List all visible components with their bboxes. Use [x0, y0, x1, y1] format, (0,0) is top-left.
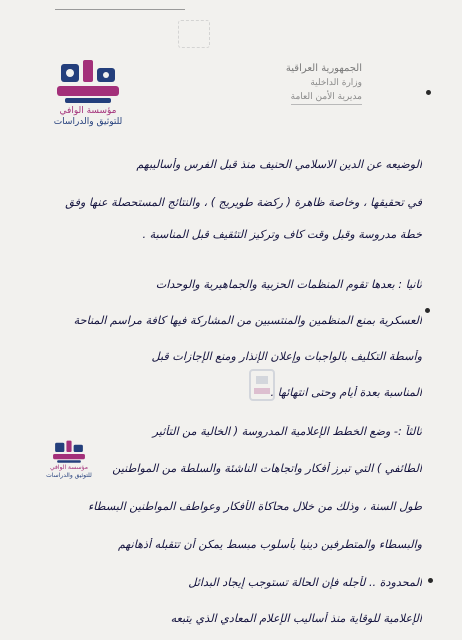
body-line: ثالثاً :- وضع الخطط الإعلامية المدروسة ( الخالية من التأثير — [152, 425, 422, 438]
body-line: الوضيعه عن الدين الاسلامي الحنيف منذ قبل الفرس وأساليبهم — [136, 158, 422, 171]
ministry-line1: الجمهورية العراقية — [285, 63, 362, 74]
body-line: الإعلامية للوقاية منذ أساليب الإعلام المعادي الذي يتبعه — [170, 612, 422, 625]
ministry-line2: وزارة الداخلية — [310, 78, 362, 88]
margin-dot — [428, 578, 433, 583]
alwafi-small-logo — [38, 440, 100, 480]
body-line: في تحقيقها ، وخاصة ظاهرة ( ركضة طويريج ) ، والنتائج المستحصلة عنها وفق — [65, 196, 422, 209]
margin-dot — [426, 90, 431, 95]
body-line: والبسطاء والمتطرفين دينيا بأسلوب مبسط يمكن أن تتقبله أذهانهم — [117, 538, 422, 551]
body-line: طول السنة ، وذلك من خلال محاكاة الأفكار وعواطف المواطنين البسطاء — [87, 500, 422, 513]
logo-line1: مؤسسة الوافي — [59, 106, 117, 116]
body-line: وأسطة التكليف بالواجبات وإعلان الإنذار ومنع الإجازات قبل — [151, 350, 422, 363]
faded-stamp-top — [178, 20, 210, 48]
body-line: المحدودة .. لأجله فإن الحالة تستوجب إيجاد البدائل — [188, 576, 422, 589]
ministry-header — [252, 62, 362, 105]
small-logo-line1: مؤسسة الوافي — [50, 464, 88, 471]
ministry-line3: مديرية الأمن العامة — [291, 90, 362, 105]
alwafi-logo-icon — [53, 60, 123, 104]
alwafi-logo — [38, 60, 138, 128]
top-rule — [55, 9, 185, 10]
logo-line2: للتوثيق والدراسات — [53, 117, 123, 127]
body-line: ثانيا : بعدها تقوم المنظمات الحزبية والجماهيرية والوحدات — [155, 278, 422, 291]
body-line: العسكرية بمنع المنظمين والمنتسبين من المشاركة فيها كافة مراسم المناحة — [73, 314, 422, 327]
body-line: الطائفي ) التي تبرز أفكار واتجاهات الناشئة والسلطة من المواطنين — [112, 462, 422, 475]
body-line: المناسبة بعدة أيام وحتى انتهائها . — [270, 386, 422, 399]
faint-watermark-icon — [248, 368, 276, 402]
body-line: خطة مدروسة وقبل وقت كاف وتركيز التثقيف قبل المناسبة . — [142, 228, 422, 241]
margin-dot — [425, 308, 430, 313]
small-logo-line2: للتوثيق والدراسات — [46, 472, 92, 479]
alwafi-small-logo-icon — [51, 440, 87, 464]
